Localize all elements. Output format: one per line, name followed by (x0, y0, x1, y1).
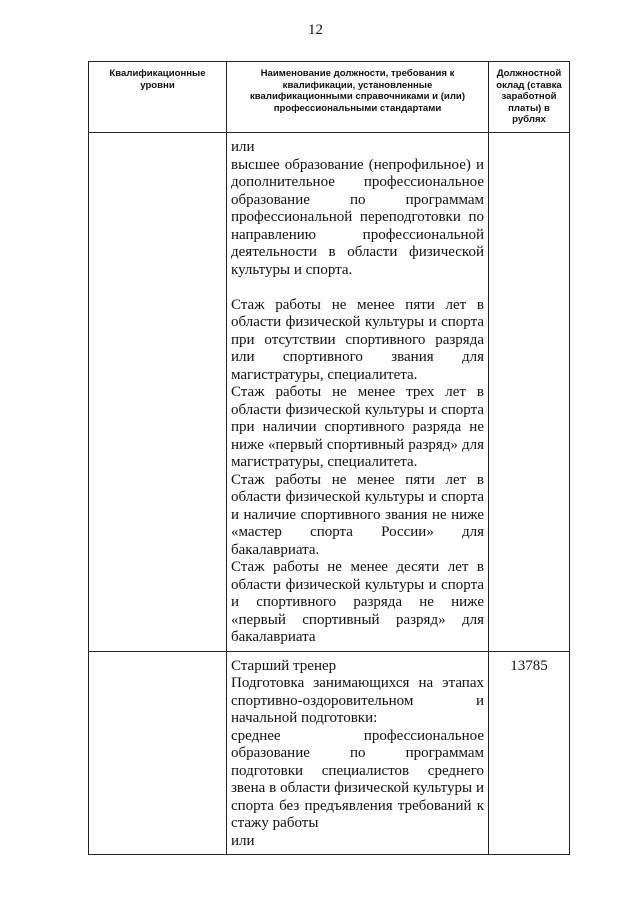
requirements-cell (227, 651, 489, 855)
requirements-cell (227, 133, 489, 652)
salary-cell (489, 651, 570, 855)
salary-value: 13785 (510, 657, 548, 674)
level-cell (89, 651, 227, 855)
header-qualification-levels: Квалификационные уровни (89, 62, 227, 133)
table-row (89, 651, 570, 855)
level-cell (89, 133, 227, 652)
table-header-row (89, 62, 570, 133)
header-position-requirements: Наименование должности, требования к квалификации, установленные квалификационными справочниками и (или) профессиональными стандартами (227, 62, 489, 133)
salary-cell (489, 133, 570, 652)
senior-coach-paragraph: Старший тренер Подготовка занимающихся на этапах спортивно-оздоровительном и начальной подготовки: среднее профессиональное образование по программам подготовки специалистов среднего звена в области физической культуры и спорта без предъявления требований к стажу работы или (231, 657, 484, 849)
header-salary: Должностной оклад (ставка заработной платы) в рублях (489, 62, 570, 133)
requirements-paragraph: или высшее образование (непрофильное) и дополнительное профессиональное образование по программам профессиональной переподготовки по направлению профессиональной деятельности в области физической культуры и спорта. (231, 139, 484, 278)
page-number: 12 (308, 22, 323, 38)
table-row (89, 133, 570, 652)
experience-paragraph: Стаж работы не менее пяти лет в области физической культуры и спорта при отсутствии спортивного разряда или спортивного звания для магистратуры, специалитета. Стаж работы не менее трех лет в области физической культуры и спорта при наличии спортивного разряда не ниже «первый спортивный разряд» для магистратуры, специалитета. Стаж работы не менее пяти лет в области физической культуры и спорта и наличие спортивного звания не ниже «мастер спорта России» для бакалавриата. Стаж работы не менее десяти лет в области физической культуры и спорта и спортивного разряда не ниже «первый спортивный разряд» для бакалавриата (231, 296, 484, 645)
qualification-table (88, 61, 570, 855)
